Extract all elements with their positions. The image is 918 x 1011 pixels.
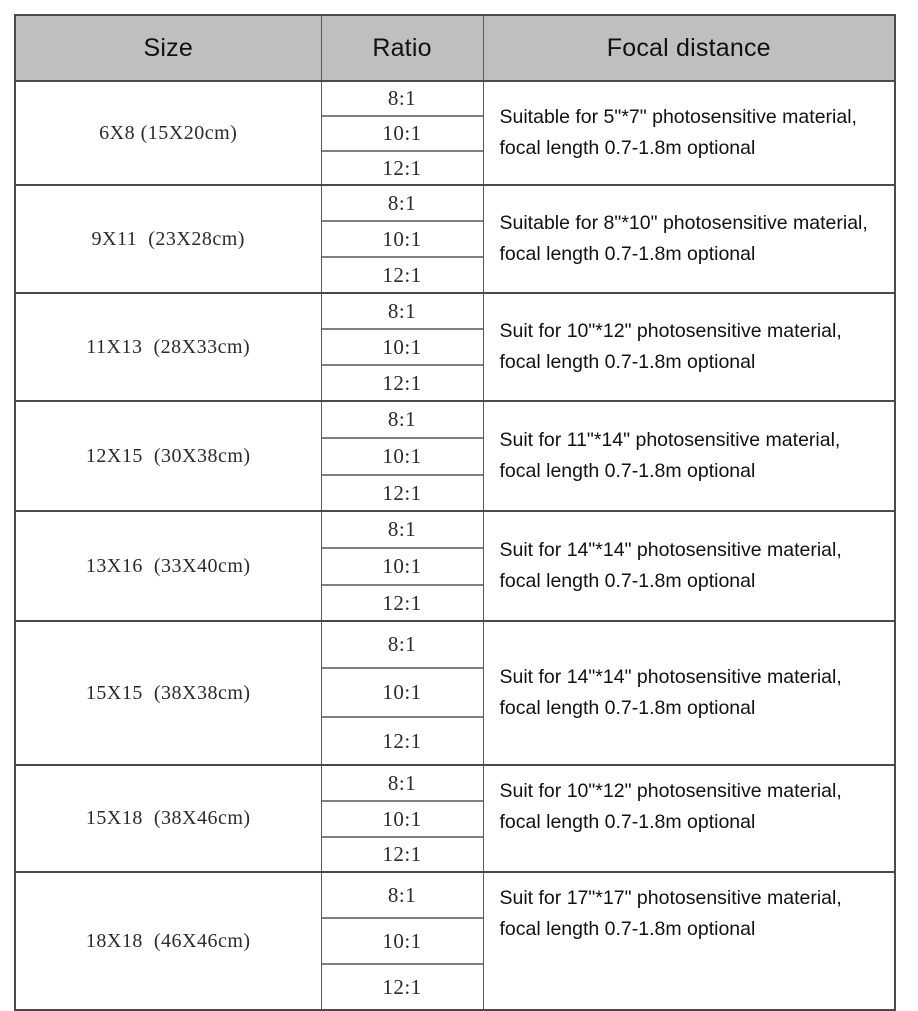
ratio-option[interactable]: 12:1: [382, 262, 422, 287]
cell-size: 15X15 (38X38cm): [15, 621, 321, 765]
cell-focal-distance: Suit for 17"*17" photosensitive material, focal length 0.7-1.8m optional: [483, 872, 895, 1010]
cell-focal-distance: Suit for 14"*14" photosensitive material, focal length 0.7-1.8m optional: [483, 621, 895, 765]
table-body: [15, 81, 895, 1010]
ratio-option[interactable]: 8:1: [322, 512, 483, 548]
ratio-option[interactable]: 10:1: [322, 801, 483, 837]
ratio-option-grid: [322, 766, 483, 871]
ratio-option-grid: [322, 82, 483, 184]
ratio-option[interactable]: 10:1: [322, 116, 483, 151]
ratio-option[interactable]: 12:1: [382, 728, 422, 753]
ratio-option[interactable]: 8:1: [322, 186, 483, 221]
ratio-option[interactable]: 12:1: [382, 480, 422, 505]
ratio-option[interactable]: 8:1: [322, 873, 483, 918]
cell-ratio-group: [321, 765, 483, 872]
cell-ratio-group: [321, 293, 483, 401]
cell-ratio-group: [321, 81, 483, 185]
table-row: [15, 511, 895, 621]
column-header-focal-distance: Focal distance: [483, 15, 895, 81]
ratio-option[interactable]: 12:1: [382, 590, 422, 615]
column-header-size: Size: [15, 15, 321, 81]
cell-size: 15X18 (38X46cm): [15, 765, 321, 872]
table-row: [15, 81, 895, 185]
cell-size: 9X11 (23X28cm): [15, 185, 321, 293]
ratio-option[interactable]: 12:1: [382, 842, 422, 866]
ratio-option[interactable]: 8:1: [322, 402, 483, 438]
table-header: [15, 15, 895, 81]
cell-size: 6X8 (15X20cm): [15, 81, 321, 185]
cell-focal-distance: Suit for 14"*14" photosensitive material, focal length 0.7-1.8m optional: [483, 511, 895, 621]
cell-size: 12X15 (30X38cm): [15, 401, 321, 511]
table-row: [15, 765, 895, 872]
ratio-option-grid: [322, 873, 483, 1009]
cell-size: 18X18 (46X46cm): [15, 872, 321, 1010]
ratio-option[interactable]: 8:1: [322, 82, 483, 116]
ratio-option[interactable]: 10:1: [322, 548, 483, 585]
table-row: [15, 185, 895, 293]
table-row: [15, 621, 895, 765]
table-row: [15, 293, 895, 401]
cell-focal-distance: Suitable for 5"*7" photosensitive material, focal length 0.7-1.8m optional: [483, 81, 895, 185]
ratio-option-grid: [322, 512, 483, 620]
cell-focal-distance: Suit for 10"*12" photosensitive material, focal length 0.7-1.8m optional: [483, 765, 895, 872]
table-header-row: [15, 15, 895, 81]
cell-ratio-group: [321, 185, 483, 293]
cell-focal-distance: Suit for 11"*14" photosensitive material, focal length 0.7-1.8m optional: [483, 401, 895, 511]
cell-focal-distance: Suit for 10"*12" photosensitive material, focal length 0.7-1.8m optional: [483, 293, 895, 401]
table-row: [15, 401, 895, 511]
ratio-option[interactable]: 10:1: [322, 668, 483, 717]
ratio-option[interactable]: 12:1: [382, 155, 422, 180]
ratio-option[interactable]: 8:1: [322, 622, 483, 668]
cell-ratio-group: [321, 621, 483, 765]
ratio-option[interactable]: 8:1: [322, 294, 483, 329]
ratio-option[interactable]: 10:1: [322, 438, 483, 475]
ratio-option-grid: [322, 402, 483, 510]
table-row: [15, 872, 895, 1010]
cell-size: 11X13 (28X33cm): [15, 293, 321, 401]
ratio-option[interactable]: 10:1: [322, 918, 483, 964]
column-header-ratio: Ratio: [321, 15, 483, 81]
cell-ratio-group: [321, 511, 483, 621]
ratio-option[interactable]: 10:1: [322, 221, 483, 257]
ratio-option-grid: [322, 622, 483, 764]
ratio-option[interactable]: 12:1: [382, 974, 422, 999]
ratio-option[interactable]: 12:1: [382, 370, 422, 395]
ratio-option-grid: [322, 294, 483, 400]
cell-size: 13X16 (33X40cm): [15, 511, 321, 621]
ratio-option[interactable]: 10:1: [322, 329, 483, 365]
cell-ratio-group: [321, 872, 483, 1010]
ratio-option-grid: [322, 186, 483, 292]
cell-ratio-group: [321, 401, 483, 511]
ratio-option[interactable]: 8:1: [322, 766, 483, 801]
cell-focal-distance: Suitable for 8"*10" photosensitive material, focal length 0.7-1.8m optional: [483, 185, 895, 293]
specification-table: [14, 14, 896, 1011]
